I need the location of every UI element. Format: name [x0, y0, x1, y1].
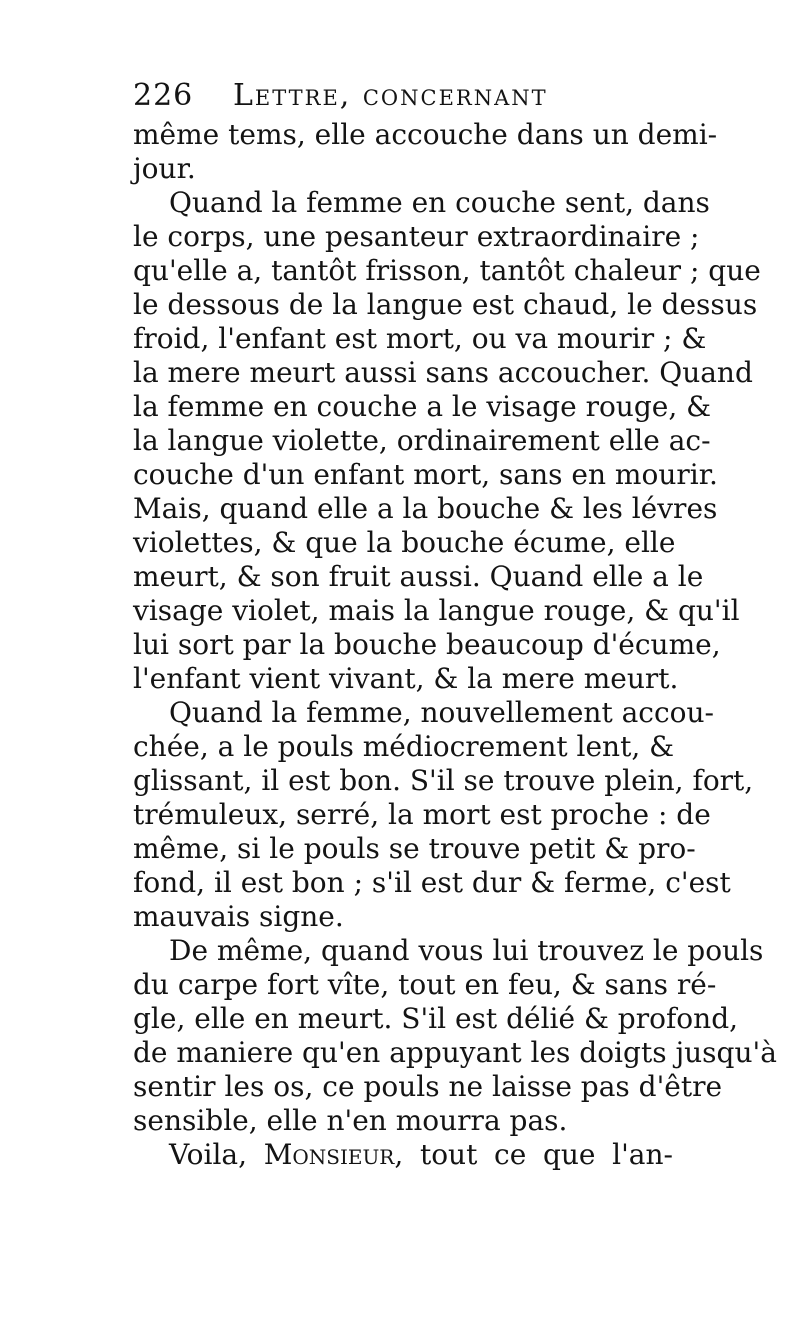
- text-line: même, si le pouls se trouve petit & pro-: [133, 832, 696, 865]
- text-line: même tems, elle accouche dans un demi-: [133, 118, 718, 151]
- text-line: du carpe fort vîte, tout en feu, & sans ré-: [133, 968, 717, 1001]
- text-line: couche d'un enfant mort, sans en mourir.: [133, 458, 718, 491]
- text-line: Quand la femme, nouvellement accou-: [169, 696, 715, 729]
- text-line: la femme en couche a le visage rouge, &: [133, 390, 712, 423]
- text-line: violettes, & que la bouche écume, elle: [133, 526, 676, 559]
- text-line: mauvais signe.: [133, 900, 344, 933]
- text-line: meurt, & son fruit aussi. Quand elle a le: [133, 560, 704, 593]
- text-line: le dessous de la langue est chaud, le dessus: [133, 288, 758, 321]
- text-line: Quand la femme en couche sent, dans: [169, 186, 710, 219]
- text-line: glissant, il est bon. S'il se trouve plein, fort,: [133, 764, 754, 797]
- text-line: lui sort par la bouche beaucoup d'écume,: [133, 628, 721, 661]
- text-line: fond, il est bon ; s'il est dur & ferme, c'est: [133, 866, 731, 899]
- monsieur-small-caps: Monsieur: [263, 1138, 395, 1171]
- text-line: le corps, une pesanteur extraordinaire ;: [133, 220, 700, 253]
- text-line: qu'elle a, tantôt frisson, tantôt chaleur ; que: [133, 254, 761, 287]
- text-line: la mere meurt aussi sans accoucher. Quand: [133, 356, 753, 389]
- text-line: chée, a le pouls médiocrement lent, &: [133, 730, 675, 763]
- text-line: la langue violette, ordinairement elle ac-: [133, 424, 711, 457]
- text-line: De même, quand vous lui trouvez le pouls: [169, 934, 764, 967]
- text-line: sensible, elle n'en mourra pas.: [133, 1104, 568, 1137]
- text-line-last: [133, 1138, 673, 1172]
- last-line-start: Voila,: [169, 1138, 264, 1171]
- text-line: de maniere qu'en appuyant les doigts jusqu'à: [133, 1036, 777, 1069]
- page-number: 226: [133, 78, 194, 113]
- text-line: sentir les os, ce pouls ne laisse pas d'être: [133, 1070, 723, 1103]
- page-header: [133, 78, 693, 118]
- text-line: Mais, quand elle a la bouche & les lévres: [133, 492, 718, 525]
- running-head: Lettre, concernant: [233, 78, 548, 113]
- text-line: trémuleux, serré, la mort est proche : de: [133, 798, 711, 831]
- text-line: froid, l'enfant est mort, ou va mourir ; &: [133, 322, 707, 355]
- last-line-end: , tout ce que l'an-: [394, 1138, 673, 1171]
- text-line: jour.: [133, 152, 196, 185]
- text-line: gle, elle en meurt. S'il est délié & profond,: [133, 1002, 739, 1035]
- text-line: l'enfant vient vivant, & la mere meurt.: [133, 662, 679, 695]
- body-text: [133, 118, 777, 1172]
- text-line: visage violet, mais la langue rouge, & qu'il: [133, 594, 740, 627]
